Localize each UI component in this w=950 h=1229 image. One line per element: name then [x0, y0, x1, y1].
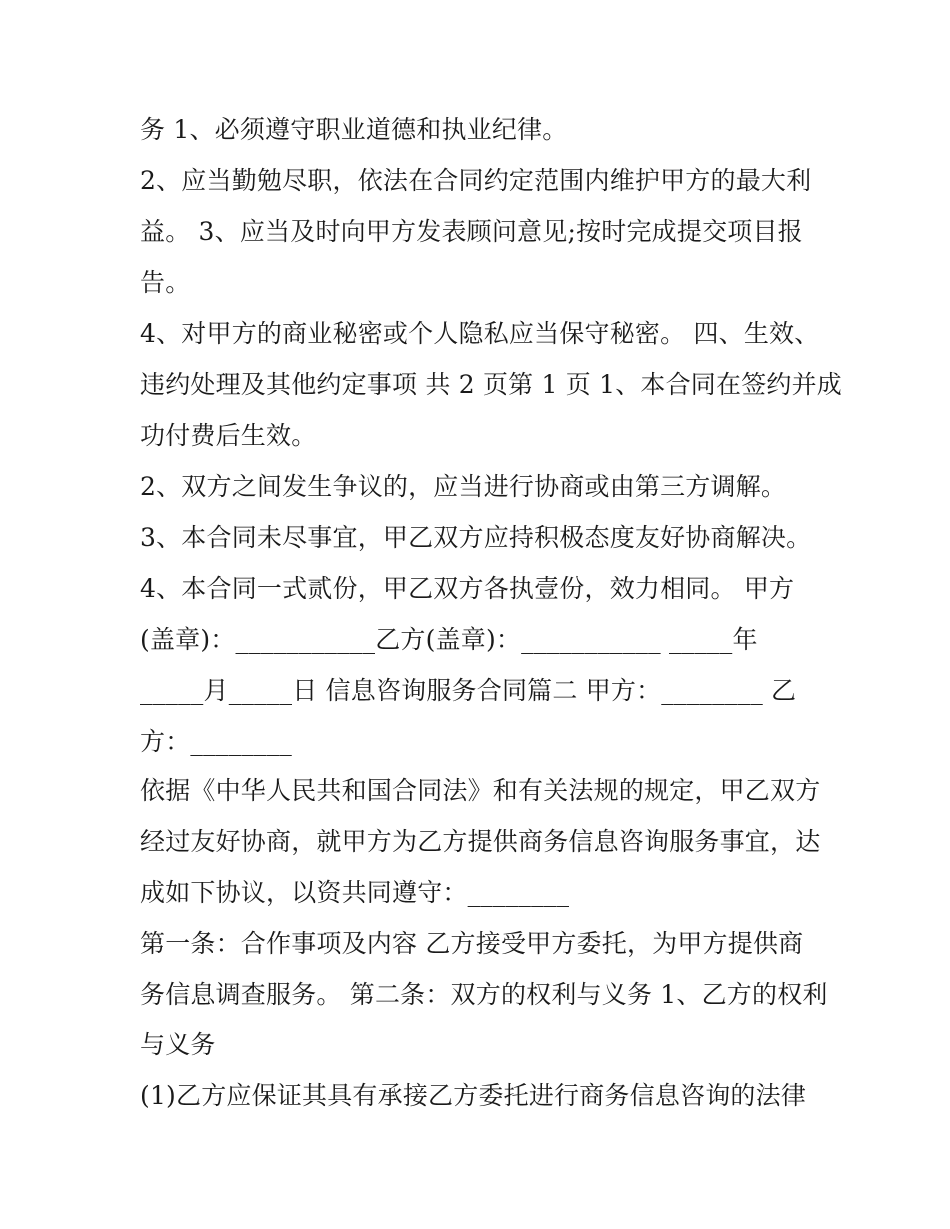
text-line: 3、本合同未尽事宜，甲乙双方应持积极态度友好协商解决。: [140, 523, 812, 552]
text-line: 方：________: [140, 727, 293, 756]
text-line: 经过友好协商，就甲方为乙方提供商务信息咨询服务事宜，达: [140, 827, 821, 856]
text-line: (盖章)：___________乙方(盖章)：___________ _____年: [140, 625, 758, 654]
text-line: 依据《中华人民共和国合同法》和有关法规的规定，甲乙双方: [140, 776, 821, 805]
text-line: 第一条：合作事项及内容 乙方接受甲方委托，为甲方提供商: [140, 929, 804, 958]
text-line: 功付费后生效。: [140, 421, 317, 450]
text-line: 与义务: [140, 1030, 216, 1059]
text-line: 告。: [140, 268, 191, 297]
text-line: 务 1、必须遵守职业道德和执业纪律。: [140, 115, 568, 144]
text-line: 2、应当勤勉尽职，依法在合同约定范围内维护甲方的最大利: [140, 166, 812, 195]
text-line: 违约处理及其他约定事项 共 2 页第 1 页 1、本合同在签约并成: [140, 370, 843, 399]
text-line: _____月_____日 信息咨询服务合同篇二 甲方：________ 乙: [140, 676, 797, 705]
text-line: 2、双方之间发生争议的，应当进行协商或由第三方调解。: [140, 472, 787, 501]
text-line: 4、对甲方的商业秘密或个人隐私应当保守秘密。 四、生效、: [140, 319, 820, 348]
text-line: 4、本合同一式贰份，甲乙双方各执壹份，效力相同。 甲方: [140, 574, 795, 603]
text-line: 务信息调查服务。 第二条：双方的权利与义务 1、乙方的权利: [140, 980, 828, 1009]
text-line: 成如下协议，以资共同遵守：________: [140, 878, 570, 907]
text-line: 益。 3、应当及时向甲方发表顾问意见;按时完成提交项目报: [140, 217, 803, 246]
text-line: (1)乙方应保证其具有承接乙方委托进行商务信息咨询的法律: [140, 1081, 807, 1110]
